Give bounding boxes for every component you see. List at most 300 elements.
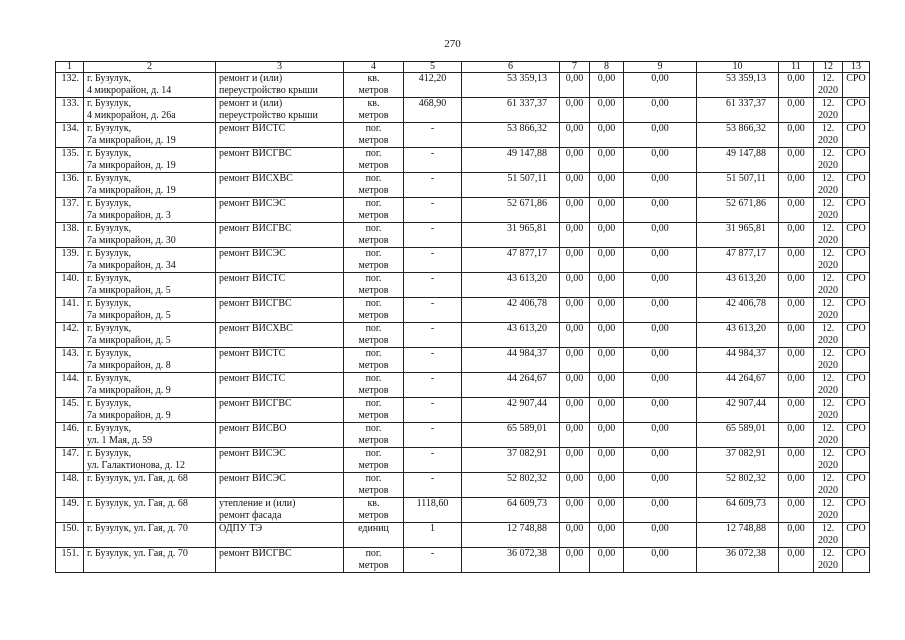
- table-row: [56, 323, 870, 348]
- deadline-cell: [814, 148, 843, 173]
- deadline-cell-line: 2020: [818, 460, 838, 471]
- quantity-cell-line: -: [430, 273, 435, 284]
- work-type-cell-line: переустройство крыши: [219, 85, 318, 96]
- work-type-cell-line: ремонт и (или): [219, 98, 283, 109]
- fund-cell-11-line: 0,00: [787, 298, 805, 309]
- quantity-cell-line: -: [430, 398, 435, 409]
- unit-cell-line: метров: [358, 135, 389, 146]
- work-type-cell: [216, 398, 344, 423]
- fund-cell-9-line: 0,00: [651, 373, 669, 384]
- unit-cell-line: метров: [358, 210, 389, 221]
- work-type-cell-line: ремонт и (или): [219, 73, 283, 84]
- quantity-cell-line: 1118,60: [416, 498, 449, 509]
- unit-cell-line: пог.: [365, 448, 382, 459]
- table-row: [56, 473, 870, 498]
- fund-cell-10: [697, 323, 779, 348]
- quantity-cell: [404, 148, 462, 173]
- quantity-cell-line: -: [430, 548, 435, 559]
- fund-cell-11-line: 0,00: [787, 348, 805, 359]
- unit-cell-line: кв.: [367, 73, 380, 84]
- address-cell: [84, 473, 216, 498]
- address-cell: [84, 548, 216, 573]
- total-cost-cell: [462, 348, 560, 373]
- quantity-cell-line: -: [430, 473, 435, 484]
- work-type-cell-line: ремонт ВИСГВС: [219, 398, 292, 409]
- fund-cell-7: [560, 223, 590, 248]
- fund-cell-10-line: 52 671,86: [726, 198, 766, 209]
- address-cell: [84, 298, 216, 323]
- unit-cell-line: метров: [358, 410, 389, 421]
- work-type-cell-line: ремонт ВИСТС: [219, 348, 286, 359]
- deadline-cell-line: 2020: [818, 360, 838, 371]
- work-type-cell: [216, 423, 344, 448]
- fund-cell-10: [697, 498, 779, 523]
- total-cost-cell: [462, 223, 560, 248]
- table-row: [56, 298, 870, 323]
- page-number: 270: [444, 38, 461, 50]
- row-number-line: 148.: [61, 473, 79, 484]
- quantity-cell: [404, 523, 462, 548]
- deadline-cell-line: 12.: [821, 323, 835, 334]
- method-cell: [843, 348, 870, 373]
- table-row: [56, 348, 870, 373]
- row-number: [56, 398, 84, 423]
- address-cell: [84, 248, 216, 273]
- row-number-line: 147.: [61, 448, 79, 459]
- quantity-cell-line: -: [430, 148, 435, 159]
- method-cell-line: СРО: [846, 198, 866, 209]
- total-cost-cell: [462, 148, 560, 173]
- deadline-cell-line: 12.: [821, 523, 835, 534]
- work-type-cell: [216, 373, 344, 398]
- row-number: [56, 298, 84, 323]
- fund-cell-8-line: 0,00: [597, 223, 616, 234]
- column-number-10: 10: [697, 62, 779, 73]
- address-cell: [84, 423, 216, 448]
- method-cell-line: СРО: [846, 473, 866, 484]
- deadline-cell-line: 12.: [821, 198, 835, 209]
- quantity-cell: [404, 248, 462, 273]
- address-cell-line: 7а микрорайон, д. 8: [87, 360, 171, 371]
- work-type-cell: [216, 173, 344, 198]
- unit-cell-line: пог.: [365, 548, 382, 559]
- work-type-cell: [216, 223, 344, 248]
- fund-cell-10-line: 12 748,88: [726, 523, 766, 534]
- unit-cell: [344, 223, 404, 248]
- fund-cell-9: [624, 498, 697, 523]
- quantity-cell: [404, 473, 462, 498]
- fund-cell-9: [624, 98, 697, 123]
- method-cell-line: СРО: [846, 523, 866, 534]
- fund-cell-7: [560, 473, 590, 498]
- method-cell: [843, 298, 870, 323]
- deadline-cell: [814, 248, 843, 273]
- unit-cell: [344, 373, 404, 398]
- fund-cell-8: [590, 498, 624, 523]
- deadline-cell: [814, 198, 843, 223]
- quantity-cell: [404, 123, 462, 148]
- method-cell-line: СРО: [846, 173, 866, 184]
- deadline-cell-line: 12.: [821, 223, 835, 234]
- method-cell: [843, 273, 870, 298]
- fund-cell-9: [624, 398, 697, 423]
- fund-cell-8-line: 0,00: [597, 398, 616, 409]
- fund-cell-9: [624, 348, 697, 373]
- fund-cell-10-line: 53 359,13: [726, 73, 766, 84]
- fund-cell-11: [779, 273, 814, 298]
- table-row: [56, 498, 870, 523]
- fund-cell-11-line: 0,00: [787, 273, 805, 284]
- fund-cell-8: [590, 298, 624, 323]
- deadline-cell-line: 12.: [821, 173, 835, 184]
- fund-cell-8: [590, 548, 624, 573]
- fund-cell-8: [590, 98, 624, 123]
- column-number-13: 13: [843, 62, 870, 73]
- fund-cell-10-line: 53 866,32: [726, 123, 766, 134]
- fund-cell-10-line: 49 147,88: [726, 148, 766, 159]
- row-number: [56, 473, 84, 498]
- fund-cell-7-line: 0,00: [565, 373, 584, 384]
- total-cost-cell-line: 44 264,67: [507, 373, 547, 384]
- column-number-6: 6: [462, 62, 560, 73]
- fund-cell-10: [697, 223, 779, 248]
- unit-cell-line: метров: [358, 560, 389, 571]
- quantity-cell: [404, 398, 462, 423]
- deadline-cell: [814, 398, 843, 423]
- fund-cell-9-line: 0,00: [651, 148, 669, 159]
- fund-cell-9-line: 0,00: [651, 348, 669, 359]
- row-number-line: 144.: [61, 373, 79, 384]
- unit-cell-line: метров: [358, 335, 389, 346]
- work-type-cell-line: ремонт ВИСВО: [219, 423, 287, 434]
- fund-cell-7-line: 0,00: [565, 548, 584, 559]
- fund-cell-8-line: 0,00: [597, 148, 616, 159]
- method-cell: [843, 198, 870, 223]
- address-cell-line: г. Бузулук, ул. Гая, д. 68: [87, 473, 188, 484]
- deadline-cell-line: 12.: [821, 398, 835, 409]
- table-row: [56, 423, 870, 448]
- fund-cell-9-line: 0,00: [651, 523, 669, 534]
- fund-cell-8: [590, 373, 624, 398]
- fund-cell-7-line: 0,00: [565, 223, 584, 234]
- fund-cell-9: [624, 123, 697, 148]
- address-cell-line: 7а микрорайон, д. 34: [87, 260, 176, 271]
- total-cost-cell: [462, 273, 560, 298]
- fund-cell-10: [697, 198, 779, 223]
- total-cost-cell-line: 36 072,38: [507, 548, 547, 559]
- fund-cell-8: [590, 198, 624, 223]
- fund-cell-8: [590, 223, 624, 248]
- table-row: [56, 523, 870, 548]
- deadline-cell-line: 2020: [818, 235, 838, 246]
- fund-cell-7-line: 0,00: [565, 248, 584, 259]
- address-cell-line: г. Бузулук, ул. Гая, д. 70: [87, 548, 188, 559]
- total-cost-cell-line: 51 507,11: [507, 173, 547, 184]
- column-number-4: 4: [344, 62, 404, 73]
- deadline-cell-line: 2020: [818, 335, 838, 346]
- total-cost-cell-line: 42 907,44: [507, 398, 547, 409]
- address-cell: [84, 223, 216, 248]
- unit-cell-line: метров: [358, 110, 389, 121]
- unit-cell-line: метров: [358, 460, 389, 471]
- fund-cell-7-line: 0,00: [565, 398, 584, 409]
- work-type-cell-line: ремонт ВИСЭС: [219, 448, 286, 459]
- fund-cell-11: [779, 198, 814, 223]
- unit-cell: [344, 198, 404, 223]
- fund-cell-7-line: 0,00: [565, 148, 584, 159]
- fund-cell-9-line: 0,00: [651, 298, 669, 309]
- fund-cell-7-line: 0,00: [565, 73, 584, 84]
- unit-cell-line: единиц: [358, 523, 389, 534]
- work-type-cell: [216, 448, 344, 473]
- address-cell-line: г. Бузулук,: [87, 123, 132, 134]
- fund-cell-7-line: 0,00: [565, 298, 584, 309]
- fund-cell-11-line: 0,00: [787, 98, 805, 109]
- fund-cell-9: [624, 298, 697, 323]
- row-number-line: 136.: [61, 173, 79, 184]
- fund-cell-7: [560, 348, 590, 373]
- work-type-cell-line: ремонт ВИСТС: [219, 373, 286, 384]
- fund-cell-8-line: 0,00: [597, 323, 616, 334]
- fund-cell-7: [560, 548, 590, 573]
- unit-cell-line: метров: [358, 160, 389, 171]
- fund-cell-11-line: 0,00: [787, 248, 805, 259]
- row-number-line: 145.: [61, 398, 79, 409]
- unit-cell-line: метров: [358, 185, 389, 196]
- address-cell-line: 4 микрорайон, д. 14: [87, 85, 172, 96]
- fund-cell-9: [624, 523, 697, 548]
- total-cost-cell-line: 52 802,32: [507, 473, 547, 484]
- total-cost-cell: [462, 123, 560, 148]
- unit-cell-line: пог.: [365, 248, 382, 259]
- work-type-cell: [216, 73, 344, 98]
- unit-cell-line: кв.: [367, 98, 380, 109]
- unit-cell-line: пог.: [365, 223, 382, 234]
- fund-cell-9: [624, 448, 697, 473]
- row-number: [56, 248, 84, 273]
- fund-cell-9: [624, 148, 697, 173]
- fund-cell-7-line: 0,00: [565, 348, 584, 359]
- fund-cell-9-line: 0,00: [651, 398, 669, 409]
- work-type-cell: [216, 348, 344, 373]
- fund-cell-7: [560, 173, 590, 198]
- deadline-cell: [814, 323, 843, 348]
- method-cell: [843, 248, 870, 273]
- unit-cell-line: пог.: [365, 198, 382, 209]
- deadline-cell-line: 12.: [821, 473, 835, 484]
- repair-schedule-table: [55, 61, 870, 573]
- fund-cell-9-line: 0,00: [651, 498, 669, 509]
- work-type-cell: [216, 148, 344, 173]
- fund-cell-7: [560, 498, 590, 523]
- method-cell: [843, 498, 870, 523]
- row-number-line: 135.: [61, 148, 79, 159]
- fund-cell-9-line: 0,00: [651, 123, 669, 134]
- quantity-cell: [404, 298, 462, 323]
- quantity-cell: [404, 273, 462, 298]
- fund-cell-11-line: 0,00: [787, 223, 805, 234]
- method-cell-line: СРО: [846, 448, 866, 459]
- row-number-line: 137.: [61, 198, 79, 209]
- column-number-11: 11: [779, 62, 814, 73]
- quantity-cell: [404, 323, 462, 348]
- fund-cell-11: [779, 148, 814, 173]
- method-cell: [843, 423, 870, 448]
- work-type-cell-line: ремонт ВИСТС: [219, 123, 286, 134]
- total-cost-cell: [462, 323, 560, 348]
- address-cell-line: г. Бузулук,: [87, 448, 132, 459]
- fund-cell-9-line: 0,00: [651, 248, 669, 259]
- address-cell: [84, 323, 216, 348]
- fund-cell-10: [697, 98, 779, 123]
- fund-cell-7: [560, 523, 590, 548]
- unit-cell: [344, 323, 404, 348]
- deadline-cell: [814, 298, 843, 323]
- total-cost-cell-line: 64 609,73: [507, 498, 547, 509]
- fund-cell-8: [590, 423, 624, 448]
- deadline-cell-line: 2020: [818, 435, 838, 446]
- quantity-cell-line: -: [430, 323, 435, 334]
- unit-cell-line: метров: [358, 85, 389, 96]
- unit-cell-line: метров: [358, 285, 389, 296]
- address-cell-line: г. Бузулук,: [87, 198, 132, 209]
- deadline-cell: [814, 548, 843, 573]
- fund-cell-7: [560, 123, 590, 148]
- fund-cell-11-line: 0,00: [787, 173, 805, 184]
- address-cell-line: г. Бузулук,: [87, 373, 132, 384]
- work-type-cell-line: ОДПУ ТЭ: [219, 523, 263, 534]
- total-cost-cell-line: 47 877,17: [507, 248, 547, 259]
- method-cell-line: СРО: [846, 423, 866, 434]
- fund-cell-11-line: 0,00: [787, 473, 805, 484]
- fund-cell-11: [779, 248, 814, 273]
- fund-cell-10: [697, 448, 779, 473]
- quantity-cell: [404, 548, 462, 573]
- address-cell: [84, 448, 216, 473]
- fund-cell-9: [624, 248, 697, 273]
- fund-cell-7-line: 0,00: [565, 498, 584, 509]
- fund-cell-9: [624, 73, 697, 98]
- unit-cell-line: метров: [358, 310, 389, 321]
- deadline-cell-line: 12.: [821, 148, 835, 159]
- fund-cell-8-line: 0,00: [597, 348, 616, 359]
- work-type-cell-line: ремонт ВИСХВС: [219, 173, 293, 184]
- work-type-cell: [216, 498, 344, 523]
- work-type-cell-line: ремонт ВИСХВС: [219, 323, 293, 334]
- unit-cell-line: пог.: [365, 148, 382, 159]
- fund-cell-8-line: 0,00: [597, 273, 616, 284]
- quantity-cell: [404, 98, 462, 123]
- deadline-cell-line: 12.: [821, 423, 835, 434]
- quantity-cell-line: -: [430, 173, 435, 184]
- total-cost-cell-line: 31 965,81: [507, 223, 547, 234]
- address-cell-line: 7а микрорайон, д. 19: [87, 135, 176, 146]
- address-cell-line: ул. Галактионова, д. 12: [87, 460, 185, 471]
- deadline-cell: [814, 123, 843, 148]
- fund-cell-9: [624, 273, 697, 298]
- deadline-cell-line: 2020: [818, 410, 838, 421]
- column-number-7: 7: [560, 62, 590, 73]
- unit-cell-line: метров: [358, 385, 389, 396]
- quantity-cell-line: -: [430, 448, 435, 459]
- fund-cell-11: [779, 373, 814, 398]
- deadline-cell-line: 2020: [818, 85, 838, 96]
- fund-cell-7-line: 0,00: [565, 273, 584, 284]
- fund-cell-7: [560, 423, 590, 448]
- row-number: [56, 223, 84, 248]
- method-cell: [843, 548, 870, 573]
- fund-cell-11-line: 0,00: [787, 373, 805, 384]
- work-type-cell: [216, 523, 344, 548]
- deadline-cell: [814, 373, 843, 398]
- address-cell-line: г. Бузулук,: [87, 348, 132, 359]
- fund-cell-9: [624, 198, 697, 223]
- unit-cell: [344, 273, 404, 298]
- fund-cell-10-line: 42 406,78: [726, 298, 766, 309]
- address-cell: [84, 198, 216, 223]
- work-type-cell: [216, 473, 344, 498]
- quantity-cell-line: 412,20: [418, 73, 447, 84]
- fund-cell-9-line: 0,00: [651, 548, 669, 559]
- table-row: [56, 373, 870, 398]
- unit-cell: [344, 248, 404, 273]
- fund-cell-8: [590, 148, 624, 173]
- total-cost-cell-line: 53 866,32: [507, 123, 547, 134]
- address-cell-line: г. Бузулук,: [87, 73, 132, 84]
- fund-cell-9-line: 0,00: [651, 223, 669, 234]
- address-cell-line: ул. 1 Мая, д. 59: [87, 435, 153, 446]
- total-cost-cell-line: 43 613,20: [507, 323, 547, 334]
- total-cost-cell: [462, 248, 560, 273]
- deadline-cell-line: 12.: [821, 373, 835, 384]
- total-cost-cell: [462, 373, 560, 398]
- address-cell: [84, 498, 216, 523]
- fund-cell-9-line: 0,00: [651, 198, 669, 209]
- total-cost-cell-line: 49 147,88: [507, 148, 547, 159]
- address-cell-line: 7а микрорайон, д. 5: [87, 335, 171, 346]
- address-cell-line: г. Бузулук,: [87, 323, 132, 334]
- row-number-line: 149.: [61, 498, 79, 509]
- address-cell-line: г. Бузулук,: [87, 223, 132, 234]
- fund-cell-8-line: 0,00: [597, 248, 616, 259]
- row-number-line: 138.: [61, 223, 79, 234]
- fund-cell-11: [779, 398, 814, 423]
- work-type-cell-line: ремонт ВИСЭС: [219, 198, 286, 209]
- fund-cell-8-line: 0,00: [597, 173, 616, 184]
- deadline-cell: [814, 348, 843, 373]
- unit-cell-line: пог.: [365, 173, 382, 184]
- deadline-cell: [814, 98, 843, 123]
- work-type-cell-line: ремонт ВИСТС: [219, 273, 286, 284]
- fund-cell-8: [590, 448, 624, 473]
- unit-cell-line: пог.: [365, 323, 382, 334]
- unit-cell-line: пог.: [365, 398, 382, 409]
- row-number-line: 150.: [61, 523, 79, 534]
- fund-cell-11-line: 0,00: [787, 423, 805, 434]
- fund-cell-7: [560, 248, 590, 273]
- fund-cell-10-line: 36 072,38: [726, 548, 766, 559]
- fund-cell-7: [560, 73, 590, 98]
- fund-cell-8: [590, 123, 624, 148]
- unit-cell: [344, 473, 404, 498]
- row-number: [56, 198, 84, 223]
- row-number: [56, 323, 84, 348]
- address-cell-line: 7а микрорайон, д. 9: [87, 385, 171, 396]
- deadline-cell-line: 2020: [818, 535, 838, 546]
- unit-cell-line: метров: [358, 235, 389, 246]
- method-cell-line: СРО: [846, 398, 866, 409]
- fund-cell-7-line: 0,00: [565, 523, 584, 534]
